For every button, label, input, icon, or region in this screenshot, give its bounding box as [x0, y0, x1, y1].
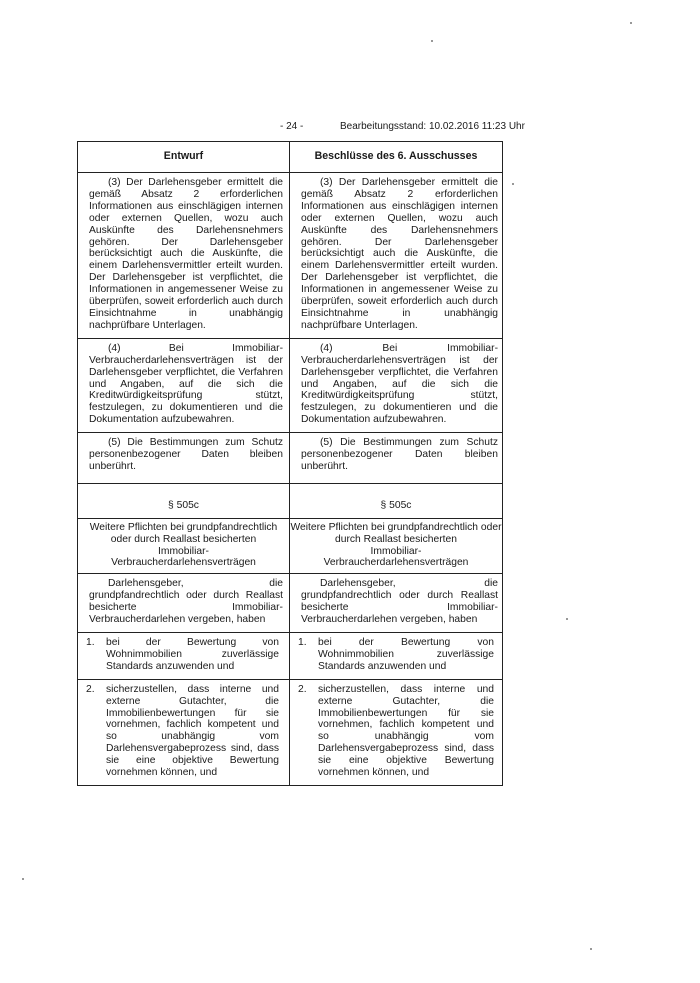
scan-speck [512, 183, 514, 185]
paragraph-3-draft: (3) Der Darlehensgeber ermittelt die gemäß Absatz 2 erforderlichen Informationen aus einschlägigen internen oder externen Quellen, wozu auch Auskünfte des Darlehensnehmers gehören. Der Darlehensgeber berücksichtigt auch die Auskünfte, die einem Darlehensvermittler erteilt wurden. Der Darlehensgeber ist verpflichtet, die Informationen in angemessener Weise zu überprüfen, soweit erforderlich auch durch Einsichtnahme in unabhängig nachprüfbare Unterlagen. [89, 177, 283, 331]
list-item-2-draft: 2. sicherzustellen, dass interne und externe Gutachter, die Immobilienbewertungen für sie vornehmen, fachlich kompetent und so unabhängig vom Darlehensvergabeprozess sind, dass sie eine objektive Bewertung vornehmen können, und [86, 683, 279, 779]
table-row [78, 483, 503, 518]
paragraph-3-committee: (3) Der Darlehensgeber ermittelt die gemäß Absatz 2 erforderlichen Informationen aus einschlägigen internen oder externen Quellen, wozu auch Auskünfte des Darlehensnehmers gehören. Der Darlehensgeber berücksichtigt auch die Auskünfte, die einem Darlehensvermittler erteilt wurden. Der Darlehensgeber ist verpflichtet, die Informationen in angemessener Weise zu überprüfen, soweit erforderlich auch durch Einsichtnahme in unabhängig nachprüfbare Unterlagen. [301, 177, 498, 331]
table-header-row [78, 142, 503, 173]
section-number-committee: § 505c [380, 499, 412, 511]
edit-status: Bearbeitungsstand: 10.02.2016 11:23 Uhr [340, 121, 525, 132]
paragraph-4-committee: (4) Bei Immobiliar-Verbraucherdarlehensverträgen ist der Darlehensgeber verpflichtet, die Verfahren und Angaben, auf die sich die Kreditwürdigkeitsprüfung stützt, festzulegen, zu dokumentieren und die Dokumentation aufzubewahren. [301, 342, 498, 426]
table-row [78, 338, 503, 432]
paragraph-5-committee: (5) Die Bestimmungen zum Schutz personenbezogener Daten bleiben unberührt. [301, 437, 498, 472]
section-heading-draft: Weitere Pflichten bei grundpfandrechtlich oder durch Reallast besicherten Immobiliar- Verbraucherdarlehensverträgen [89, 521, 278, 569]
list-item-2-committee: 2. sicherzustellen, dass interne und externe Gutachter, die Immobilienbewertungen für sie vornehmen, fachlich kompetent und so unabhängig vom Darlehensvergabeprozess sind, dass sie eine objektive Bewertung vornehmen können, und [298, 683, 494, 779]
scan-speck [630, 22, 632, 24]
paragraph-5-draft: (5) Die Bestimmungen zum Schutz personenbezogener Daten bleiben unberührt. [89, 437, 283, 472]
list-item-1-committee: 1. bei der Bewertung von Wohnimmobilien zuverlässige Standards anzuwenden und [298, 637, 494, 672]
table-row [78, 679, 503, 785]
scan-speck [22, 878, 24, 880]
section-number-draft: § 505c [168, 499, 199, 511]
synopsis-table [77, 141, 503, 786]
scan-speck [590, 948, 592, 950]
table-row [78, 518, 503, 574]
intro-paragraph-committee: Darlehensgeber, die grundpfandrechtlich oder durch Reallast besicherte Immobiliar-Verbraucherdarlehen vergeben, haben [301, 578, 498, 626]
table-row [78, 173, 503, 339]
table-row [78, 574, 503, 633]
section-heading-committee: Weitere Pflichten bei grundpfandrechtlich oder durch Reallast besicherten Immobiliar- Verbraucherdarlehensverträgen [290, 521, 502, 569]
paragraph-4-draft: (4) Bei Immobiliar-Verbraucherdarlehensverträgen ist der Darlehensgeber verpflichtet, die Verfahren und Angaben, auf die sich die Kreditwürdigkeitsprüfung stützt, festzulegen, zu dokumentieren und die Dokumentation aufzubewahren. [89, 342, 283, 426]
table-row [78, 433, 503, 484]
scan-speck [431, 40, 433, 42]
column-title-committee: Beschlüsse des 6. Ausschusses [290, 142, 503, 173]
column-title-draft: Entwurf [78, 142, 290, 173]
table-row [78, 633, 503, 680]
list-item-1-draft: 1. bei der Bewertung von Wohnimmobilien zuverlässige Standards anzuwenden und [86, 637, 279, 672]
scan-speck [566, 618, 568, 620]
page-header [0, 121, 700, 135]
intro-paragraph-draft: Darlehensgeber, die grundpfandrechtlich oder durch Reallast besicherte Immobiliar-Verbraucherdarlehen vergeben, haben [89, 578, 283, 626]
page-number: - 24 - [280, 121, 304, 132]
